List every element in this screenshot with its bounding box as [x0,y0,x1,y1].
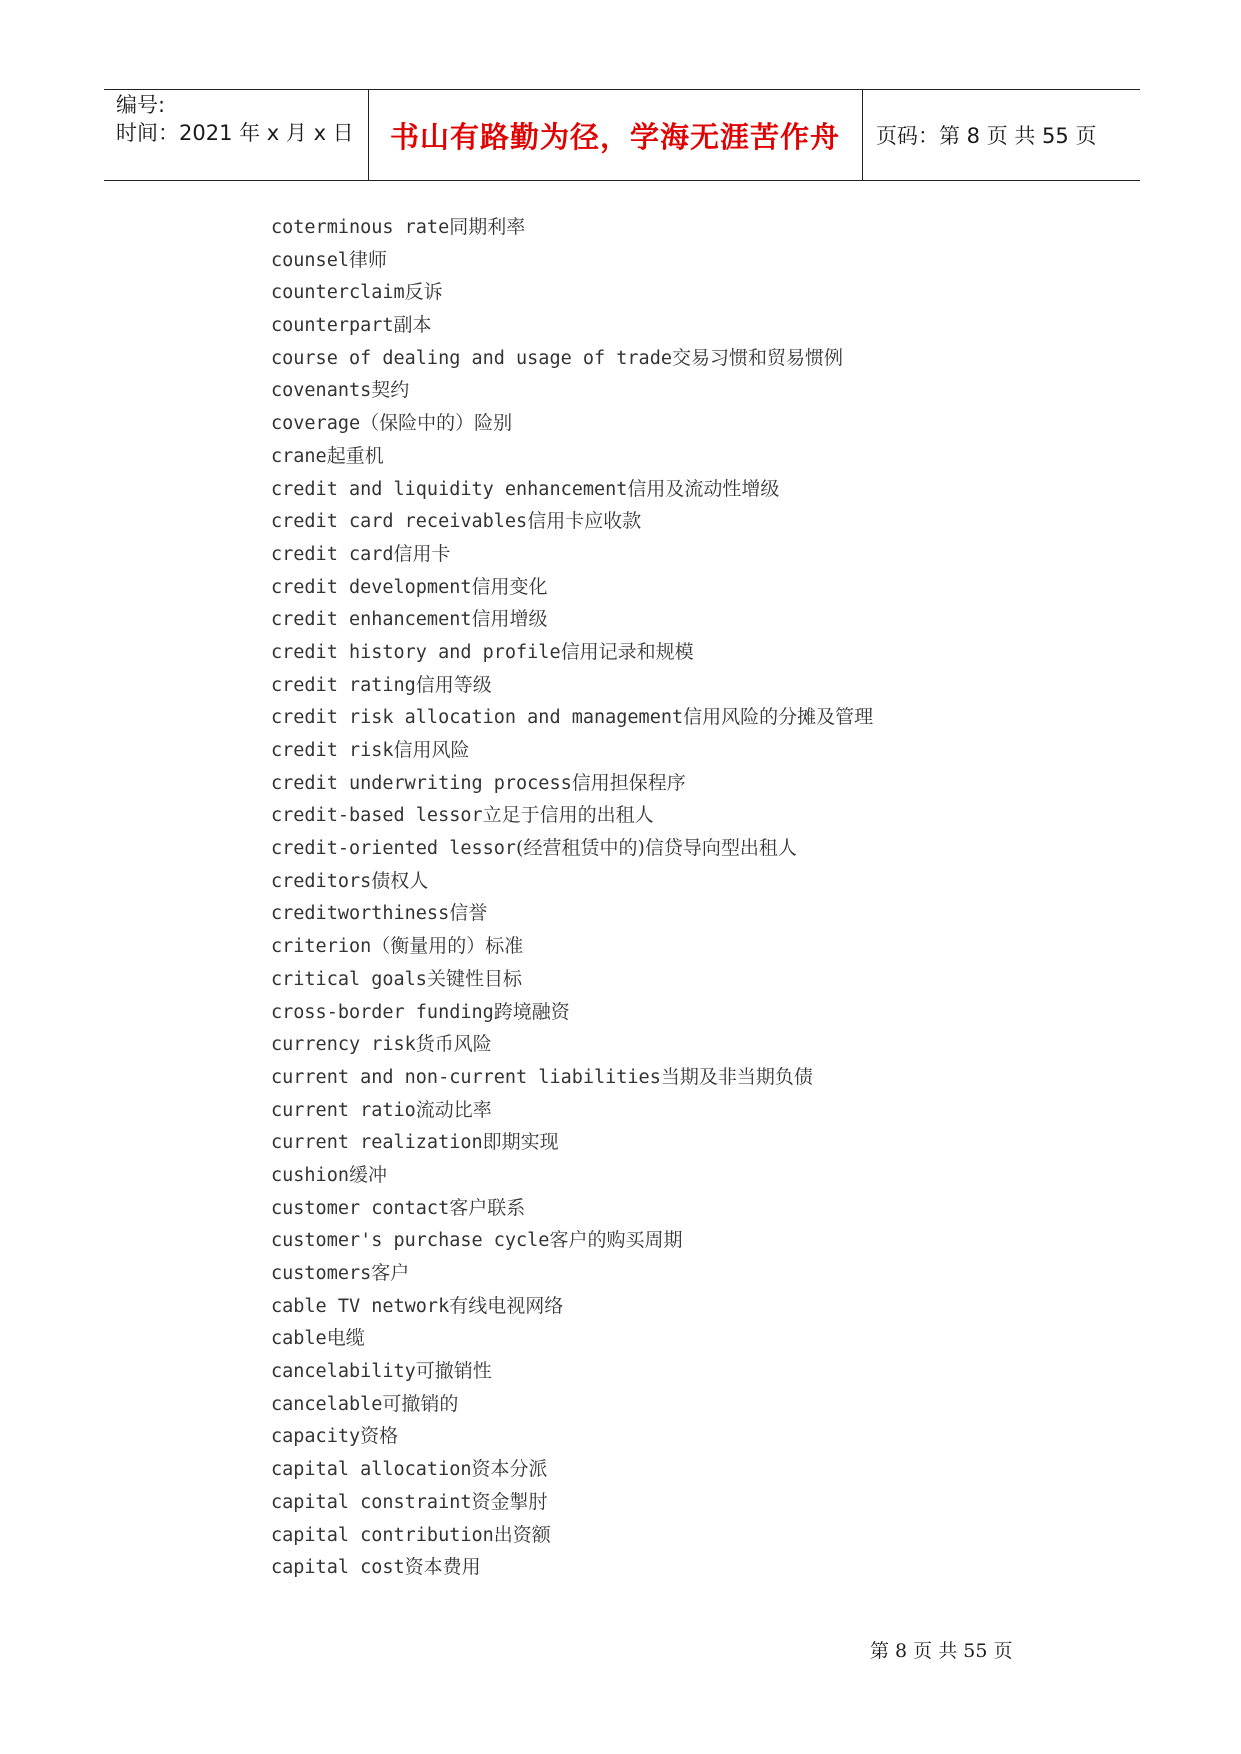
entry-chinese-term: 关键性目标 [426,967,522,990]
entry-chinese-term: 信用卡应收款 [527,510,642,533]
glossary-entry [271,1420,1131,1453]
entry-english-term: credit risk [271,740,394,761]
entry-chinese-term: 起重机 [326,444,384,467]
glossary-entry [271,1519,1131,1552]
entry-chinese-term: 信用卡 [393,542,451,565]
entry-english-term: counterpart [271,315,394,337]
entry-english-term: credit-based lessor [271,805,483,827]
entry-chinese-term: 资本分派 [471,1458,548,1481]
glossary-entry [271,832,1131,865]
entry-chinese-term: 反诉 [404,281,443,304]
document-number-label: 编号: [116,93,166,117]
header-motto: 书山有路勤为径，学海无涯苦作舟 [389,119,840,154]
entry-english-term: covenants [271,380,372,402]
entry-chinese-term: 交易习惯和贸易惯例 [671,346,843,369]
header-page-info: 页码：第 8 页 共 55 页 [876,124,1097,148]
entry-chinese-term: 副本 [393,314,432,337]
entry-chinese-term: 信用及流动性增级 [627,477,780,500]
entry-chinese-term: 缓冲 [348,1163,387,1186]
header-motto-cell [368,90,863,180]
entry-chinese-term: 当期及非当期负债 [660,1065,813,1088]
glossary-entry [271,276,1131,309]
entry-chinese-term: 流动比率 [415,1098,492,1121]
entry-english-term: cushion [271,1164,349,1186]
glossary-entry [271,1453,1131,1486]
glossary-entry [271,374,1131,407]
entry-english-term: criterion [271,936,372,958]
entry-english-term: credit card [271,543,394,565]
glossary-entry [271,1388,1131,1421]
entry-english-term: customer's purchase cycle [271,1230,550,1252]
glossary-list [271,211,1131,1584]
entry-english-term: customer contact [271,1197,450,1219]
glossary-entry [271,440,1131,473]
entry-chinese-term: 债权人 [371,869,429,892]
entry-chinese-term: 货币风险 [415,1033,492,1056]
glossary-entry [271,767,1131,800]
entry-chinese-term: 律师 [348,248,387,271]
entry-chinese-term: （保险中的）险别 [360,412,513,435]
entry-english-term: cancelable [271,1393,383,1415]
glossary-entry [271,603,1131,636]
entry-english-term: cable TV network [271,1295,450,1317]
entry-chinese-term: 有线电视网络 [449,1294,564,1317]
header-page-cell [862,90,1140,180]
glossary-entry [271,211,1131,244]
entry-chinese-term: 信用增级 [471,608,548,631]
entry-english-term: course of dealing and usage of trade [271,347,672,369]
document-time-label: 时间：2021 年 x 月 x 日 [116,121,354,145]
entry-english-term: capital cost [271,1557,405,1579]
entry-english-term: credit card receivables [271,511,528,533]
glossary-entry [271,1159,1131,1192]
glossary-entry [271,571,1131,604]
entry-english-term: crane [271,445,327,467]
entry-chinese-term: 资格 [360,1425,399,1448]
entry-english-term: credit enhancement [271,609,472,631]
entry-english-term: credit development [271,576,472,598]
glossary-entry [271,1257,1131,1290]
entry-chinese-term: 信誉 [449,902,488,925]
entry-english-term: current realization [271,1132,483,1154]
entry-chinese-term: 同期利率 [449,216,526,238]
entry-english-term: creditors [271,870,372,892]
glossary-entry [271,1126,1131,1159]
entry-english-term: counsel [271,249,349,271]
entry-chinese-term: （衡量用的）标准 [371,935,524,958]
entry-chinese-term: 可撤销的 [382,1392,459,1415]
glossary-entry [271,636,1131,669]
entry-english-term: capacity [271,1426,361,1448]
entry-chinese-term: 即期实现 [482,1131,559,1154]
entry-english-term: cancelability [271,1361,416,1383]
entry-english-term: critical goals [271,968,427,990]
entry-chinese-term: 立足于信用的出租人 [482,804,654,827]
glossary-entry [271,1486,1131,1519]
glossary-entry [271,342,1131,375]
entry-chinese-term: 资本费用 [404,1556,481,1579]
entry-chinese-term: 信用变化 [471,575,548,598]
glossary-entry [271,930,1131,963]
glossary-entry [271,407,1131,440]
entry-chinese-term: 契约 [371,379,410,402]
document-header [104,89,1140,181]
glossary-entry [271,865,1131,898]
entry-chinese-term: 跨境融资 [493,1000,570,1023]
glossary-entry [271,1192,1131,1225]
entry-chinese-term: 信用等级 [415,673,492,696]
entry-chinese-term: 客户联系 [449,1196,526,1219]
entry-english-term: currency risk [271,1034,416,1056]
glossary-entry [271,963,1131,996]
entry-english-term: coterminous rate [271,217,450,238]
glossary-entry [271,701,1131,734]
entry-english-term: current ratio [271,1099,416,1121]
glossary-entry [271,1551,1131,1584]
entry-english-term: coverage [271,413,361,435]
entry-english-term: credit risk allocation and management [271,707,684,729]
glossary-entry [271,473,1131,506]
entry-english-term: counterclaim [271,282,405,304]
glossary-entry [271,799,1131,832]
glossary-entry [271,1224,1131,1257]
entry-english-term: capital constraint [271,1491,472,1513]
glossary-entry [271,1094,1131,1127]
header-meta-cell [104,90,369,180]
entry-english-term: capital contribution [271,1524,494,1546]
glossary-entry [271,538,1131,571]
glossary-entry [271,734,1131,767]
entry-english-term: current and non-current liabilities [271,1066,661,1088]
entry-english-term: credit history and profile [271,641,561,663]
entry-english-term: capital allocation [271,1459,472,1481]
entry-chinese-term: 资金掣肘 [471,1490,548,1513]
glossary-entry [271,1028,1131,1061]
glossary-entry [271,244,1131,277]
glossary-entry [271,996,1131,1029]
entry-chinese-term: 客户 [371,1262,410,1284]
entry-english-term: credit underwriting process [271,772,572,794]
entry-chinese-term: 信用风险 [393,739,470,761]
glossary-entry [271,1290,1131,1323]
entry-chinese-term: 客户的购买周期 [549,1229,683,1252]
glossary-entry [271,309,1131,342]
entry-english-term: cable [271,1328,327,1350]
entry-chinese-term: 信用担保程序 [571,771,686,794]
glossary-entry [271,1322,1131,1355]
glossary-entry [271,1061,1131,1094]
entry-english-term: credit and liquidity enhancement [271,478,628,500]
glossary-entry [271,1355,1131,1388]
entry-chinese-term: 电缆 [326,1327,365,1350]
entry-chinese-term: 可撤销性 [415,1360,492,1383]
entry-english-term: cross-border funding [271,1001,494,1023]
entry-english-term: customers [271,1263,372,1284]
glossary-entry [271,505,1131,538]
entry-chinese-term: 出资额 [493,1523,551,1546]
page-footer: 第 8 页 共 55 页 [870,1640,1013,1662]
glossary-entry [271,897,1131,930]
glossary-entry [271,669,1131,702]
entry-english-term: creditworthiness [271,903,450,925]
entry-english-term: credit rating [271,674,416,696]
entry-chinese-term: 信用记录和规模 [560,640,694,663]
entry-chinese-term: 信用风险的分摊及管理 [683,706,874,729]
entry-chinese-term: (经营租赁中的)信贷导向型出租人 [516,837,797,860]
entry-english-term: credit-oriented lessor [271,838,517,860]
